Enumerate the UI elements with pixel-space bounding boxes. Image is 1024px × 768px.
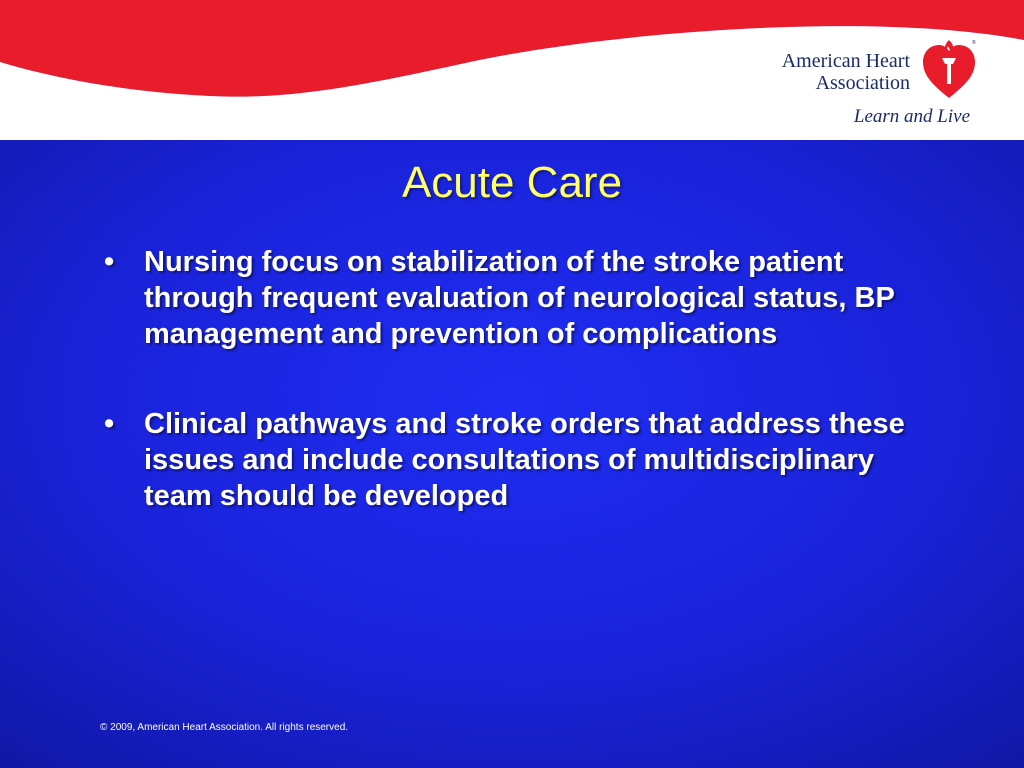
- svg-text:®: ®: [972, 40, 976, 46]
- aha-logo: [754, 32, 994, 132]
- bullet-item: [100, 406, 940, 514]
- bullet-text: Nursing focus on stabilization of the stroke patient through frequent evaluation of neurological status, BP management and prevention of complications: [144, 246, 895, 350]
- bullet-text: Clinical pathways and stroke orders that address these issues and include consultations of multidisciplinary team should be developed: [144, 408, 905, 512]
- bullet-list: [100, 244, 940, 568]
- logo-org-line1: American Heart: [781, 50, 910, 72]
- heart-torch-icon: [920, 36, 978, 102]
- bullet-item: [100, 244, 940, 352]
- bullet-dot: •: [104, 246, 115, 278]
- logo-tagline: Learn and Live: [853, 106, 970, 127]
- slide-title: Acute Care: [401, 158, 623, 207]
- bullet-dot: •: [104, 408, 115, 440]
- logo-org-line2: Association: [815, 72, 910, 94]
- copyright-footer: © 2009, American Heart Association. All rights reserved.: [100, 722, 349, 733]
